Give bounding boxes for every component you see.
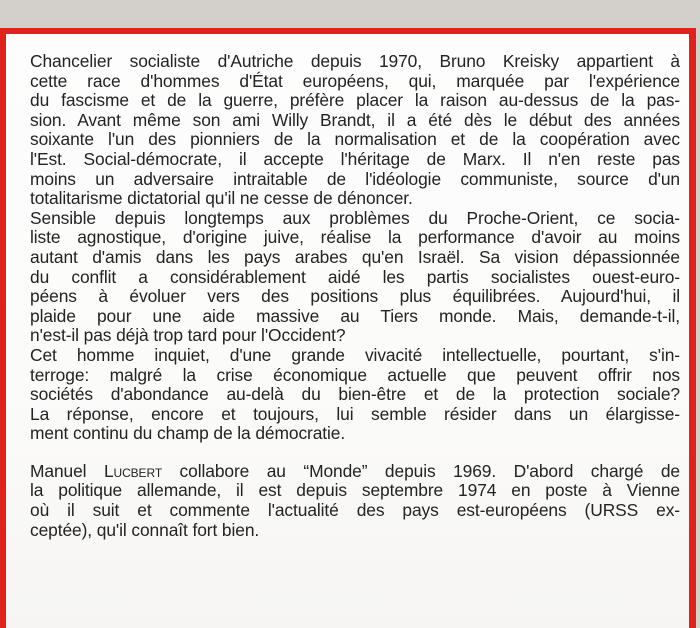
text-line: du fascisme et de la guerre, préfère placer la raison au-dessus de la pas-	[30, 90, 680, 111]
paragraph-1	[30, 52, 680, 209]
text-line: autant d'amis dans les pays arabes qu'en Israël. Sa vision dépassionnée	[30, 246, 680, 267]
text-line: où il suit et commente l'actualité des pays est-européens (URSS ex-	[30, 500, 680, 521]
author-note-suffix: collabore au “Monde” depuis 1969. D'abord chargé de	[162, 460, 680, 481]
text-line: La réponse, encore et toujours, lui semble résider dans un élargisse-	[30, 403, 680, 424]
text-line: sion. Avant même son ami Willy Brandt, il a été dès le début des années	[30, 109, 680, 130]
text-line: la politique allemande, il est depuis septembre 1974 en poste à Vienne	[30, 480, 680, 501]
author-surname: Lucbert	[103, 460, 163, 481]
paragraph-3	[30, 346, 680, 444]
text-line: liste agnostique, d'origine juive, réalise la performance d'avoir au moins	[30, 227, 680, 248]
text-line: terroge: malgré la crise économique actuelle que peuvent offrir nos	[30, 364, 680, 385]
text-line: ment continu du champ de la démocratie.	[30, 423, 346, 444]
author-note-prefix: Manuel	[30, 460, 104, 481]
text-line: moins un adversaire intraitable de l'idéologie communiste, source d'un	[30, 168, 680, 189]
text-line: Cet homme inquiet, d'une grande vivacité intellectuelle, pourtant, s'in-	[30, 344, 680, 365]
text-line: Sensible depuis longtemps aux problèmes du Proche-Orient, ce socia-	[30, 207, 680, 228]
text-line: l'Est. Social-démocrate, il accepte l'héritage de Marx. Il n'en reste pas	[30, 148, 680, 169]
author-note-first-line	[30, 462, 680, 482]
text-line: sociétés d'abondance au-delà du bien-être et de la protection sociale?	[30, 384, 680, 405]
text-line: du conflit a considérablement aidé les partis socialistes ouest-euro-	[30, 266, 680, 287]
text-line: ceptée), qu'il connaît fort bien.	[30, 519, 260, 540]
text-line: soixante l'un des pionniers de la normalisation et de la coopération avec	[30, 129, 680, 150]
text-line: totalitarisme dictatorial qu'il ne cesse de dénoncer.	[30, 188, 413, 209]
paragraph-2	[30, 209, 680, 346]
text-line: péens à évoluer vers des positions plus équilibrées. Aujourd'hui, il	[30, 286, 680, 307]
text-line: n'est-il pas déjà trop tard pour l'Occident?	[30, 325, 346, 346]
paragraph-gap	[30, 444, 680, 462]
author-note	[30, 462, 680, 540]
text-line: plaide pour une aide massive au Tiers monde. Mais, demande-t-il,	[30, 305, 680, 326]
text-line: cette race d'hommes d'État européens, qui, marquée par l'expérience	[30, 70, 680, 91]
cover-text	[30, 52, 680, 540]
text-line: Chancelier socialiste d'Autriche depuis 1970, Bruno Kreisky appartient à	[30, 51, 680, 71]
